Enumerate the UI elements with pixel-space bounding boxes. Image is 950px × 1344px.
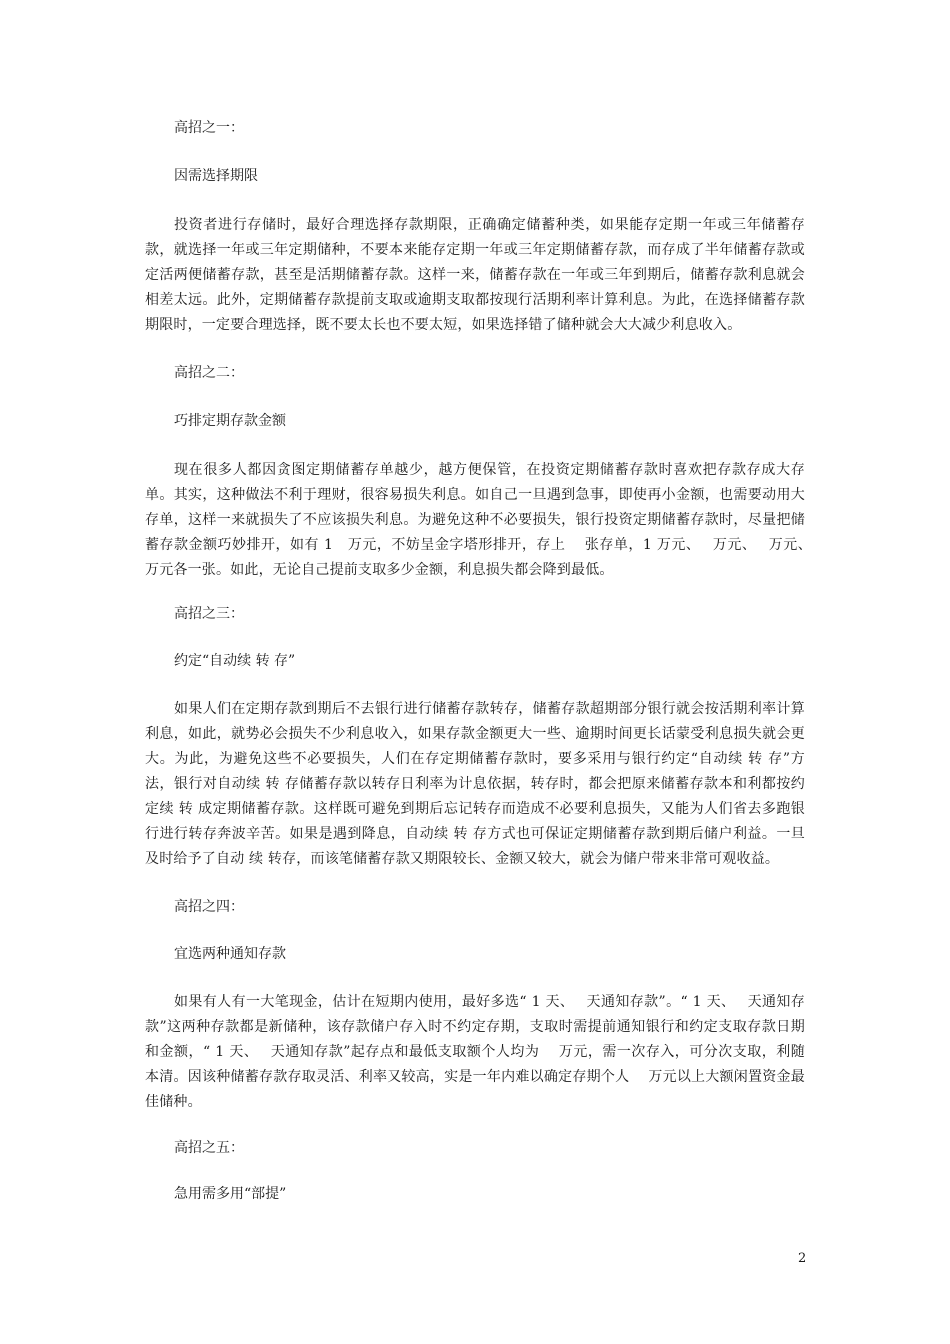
section-4-label: 高招之四： (174, 899, 244, 915)
section-1-title: 因需选择期限 (174, 168, 258, 184)
section-2-body: 现在很多人都因贪图定期储蓄存单越少，越方便保管，在投资定期储蓄存款时喜欢把存款存成大存单。其实，这种做法不利于理财，很容易损失利息。如自己一旦遇到急事，即使再小金额，也需要动用大存单，这样一来就损失了不应该损失利息。为避免这种不必要损失，银行投资定期储蓄存款时，尽量把储蓄存款金额巧妙排开，如有 1 万元，不妨呈金字塔形排开，存上 张存单，1 万元、 万元、 万元、 万元各一张。如此，无论自己提前支取多少金额，利息损失都会降到最低。 (145, 462, 824, 578)
section-3-body: 如果人们在定期存款到期后不去银行进行储蓄存款转存，储蓄存款超期部分银行就会按活期利率计算利息，如此，就势必会损失不少利息收入，如果存款金额更大一些、逾期时间更长话蒙受利息损失就会更大。为此，为避免这些不必要损失，人们在存定期储蓄存款时，要多采用与银行约定“自动续 转 存”方法，银行对自动续 转 存储蓄存款以转存日利率为计息依据，转存时，都会把原来储蓄存款本和利都按约定续 转 成定期储蓄存款。这样既可避免到期后忘记转存而造成不必要利息损失，又能为人们省去多跑银行进行转存奔波辛苦。如果是遇到降息，自动续 转 存方式也可保证定期储蓄存款到期后储户利益。一旦及时给予了自动 续 转存，而该笔储蓄存款又期限较长、金额又较大，就会为储户带来非常可观收益。 (145, 701, 805, 867)
page-number: 2 (798, 1251, 807, 1266)
section-5-title: 急用需多用“部提” (174, 1186, 287, 1202)
section-1-body: 投资者进行存储时，最好合理选择存款期限，正确确定储蓄种类，如果能存定期一年或三年储蓄存款，就选择一年或三年定期储种，不要本来能存定期一年或三年定期储蓄存款，而存成了半年储蓄存款或定活两便储蓄存款，甚至是活期储蓄存款。这样一来，储蓄存款在一年或三年到期后，储蓄存款利息就会相差太远。此外，定期储蓄存款提前支取或逾期支取都按现行活期利率计算利息。为此，在选择储蓄存款期限时，一定要合理选择，既不要太长也不要太短，如果选择错了储种就会大大减少利息收入。 (145, 217, 805, 333)
section-2-label: 高招之二： (174, 365, 244, 381)
section-1-label: 高招之一： (174, 120, 244, 136)
section-3-title: 约定“自动续 转 存” (174, 653, 296, 669)
section-4-body: 如果有人有一大笔现金，估计在短期内使用，最好多选“ 1 天、 天通知存款”。“ 1 天、 天通知存款”这两种存款都是新储种，该存款储户存入时不约定存期，支取时需提前通知银行和约定支取存款日期和金额，“ 1 天、 天通知存款”起存点和最低支取额个人均为 万元，需一次存入，可分次支取，利随本清。因该种储蓄存款存取灵活、利率又较高，实是一年内难以确定存期个人 万元以上大额闲置资金最佳储种。 (145, 994, 805, 1110)
section-3-label: 高招之三： (174, 606, 244, 622)
section-4-title: 宜选两种通知存款 (174, 946, 286, 962)
section-5-label: 高招之五： (174, 1140, 244, 1156)
section-2-title: 巧排定期存款金额 (174, 413, 286, 429)
